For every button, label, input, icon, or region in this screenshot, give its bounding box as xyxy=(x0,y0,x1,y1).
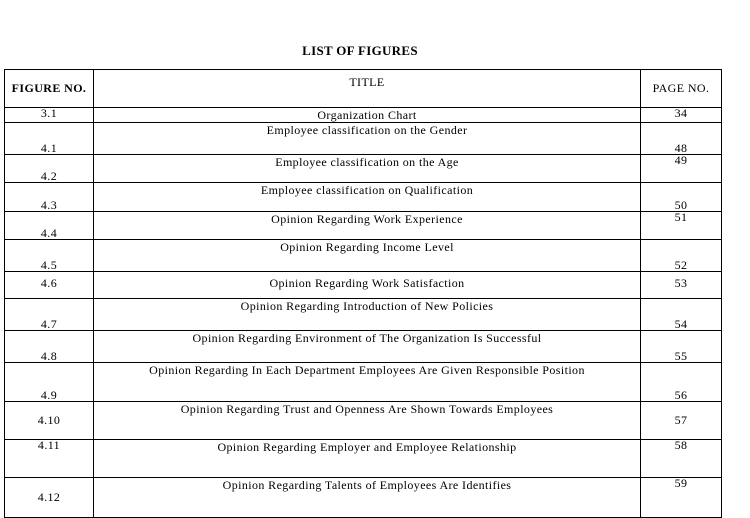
header-figure-no: FIGURE NO. xyxy=(5,70,94,108)
figure-number: 4.7 xyxy=(5,299,94,331)
figure-title: Opinion Regarding Environment of The Organization Is Successful xyxy=(94,331,641,363)
figure-title: Opinion Regarding Talents of Employees Are Identifies xyxy=(94,478,641,518)
figure-number: 4.12 xyxy=(5,478,94,518)
header-title: TITLE xyxy=(94,70,641,108)
figures-table xyxy=(4,69,722,518)
figure-page: 55 xyxy=(641,331,722,363)
figure-page: 54 xyxy=(641,299,722,331)
figure-title: Opinion Regarding Employer and Employee Relationship xyxy=(94,440,641,478)
figure-title: Opinion Regarding In Each Department Employees Are Given Responsible Position xyxy=(94,363,641,402)
figure-page: 48 xyxy=(641,123,722,155)
table-row xyxy=(5,108,722,123)
figure-page: 56 xyxy=(641,363,722,402)
figure-page: 34 xyxy=(641,108,722,123)
figure-page: 59 xyxy=(641,478,722,518)
figure-number: 4.3 xyxy=(5,183,94,212)
figure-number: 4.9 xyxy=(5,363,94,402)
table-row xyxy=(5,240,722,272)
table-row xyxy=(5,272,722,299)
figure-title: Organization Chart xyxy=(94,108,641,123)
figure-number: 4.6 xyxy=(5,272,94,299)
figure-title: Employee classification on Qualification xyxy=(94,183,641,212)
figure-title: Employee classification on the Age xyxy=(94,155,641,183)
figure-number: 4.4 xyxy=(5,212,94,240)
figure-number: 3.1 xyxy=(5,108,94,123)
figure-page: 57 xyxy=(641,402,722,440)
figure-title: Opinion Regarding Work Experience xyxy=(94,212,641,240)
table-row xyxy=(5,402,722,440)
table-row xyxy=(5,155,722,183)
table-row xyxy=(5,299,722,331)
figure-page: 49 xyxy=(641,155,722,183)
table-row xyxy=(5,440,722,478)
figure-title: Opinion Regarding Introduction of New Policies xyxy=(94,299,641,331)
table-row xyxy=(5,183,722,212)
header-page-no: PAGE NO. xyxy=(641,70,722,108)
figure-page: 58 xyxy=(641,440,722,478)
header-row xyxy=(5,70,722,108)
figure-title: Opinion Regarding Work Satisfaction xyxy=(94,272,641,299)
table-row xyxy=(5,363,722,402)
figure-number: 4.8 xyxy=(5,331,94,363)
figure-page: 53 xyxy=(641,272,722,299)
figure-title: Opinion Regarding Trust and Openness Are Shown Towards Employees xyxy=(94,402,641,440)
table-row xyxy=(5,331,722,363)
figure-page: 52 xyxy=(641,240,722,272)
figure-number: 4.2 xyxy=(5,155,94,183)
page-title: LIST OF FIGURES xyxy=(302,43,418,58)
figure-number: 4.10 xyxy=(5,402,94,440)
table-row xyxy=(5,123,722,155)
figure-page: 50 xyxy=(641,183,722,212)
figure-page: 51 xyxy=(641,212,722,240)
figure-title: Employee classification on the Gender xyxy=(94,123,641,155)
table-row xyxy=(5,478,722,518)
figure-number: 4.5 xyxy=(5,240,94,272)
figure-number: 4.11 xyxy=(5,440,94,478)
table-row xyxy=(5,212,722,240)
figure-number: 4.1 xyxy=(5,123,94,155)
figure-title: Opinion Regarding Income Level xyxy=(94,240,641,272)
